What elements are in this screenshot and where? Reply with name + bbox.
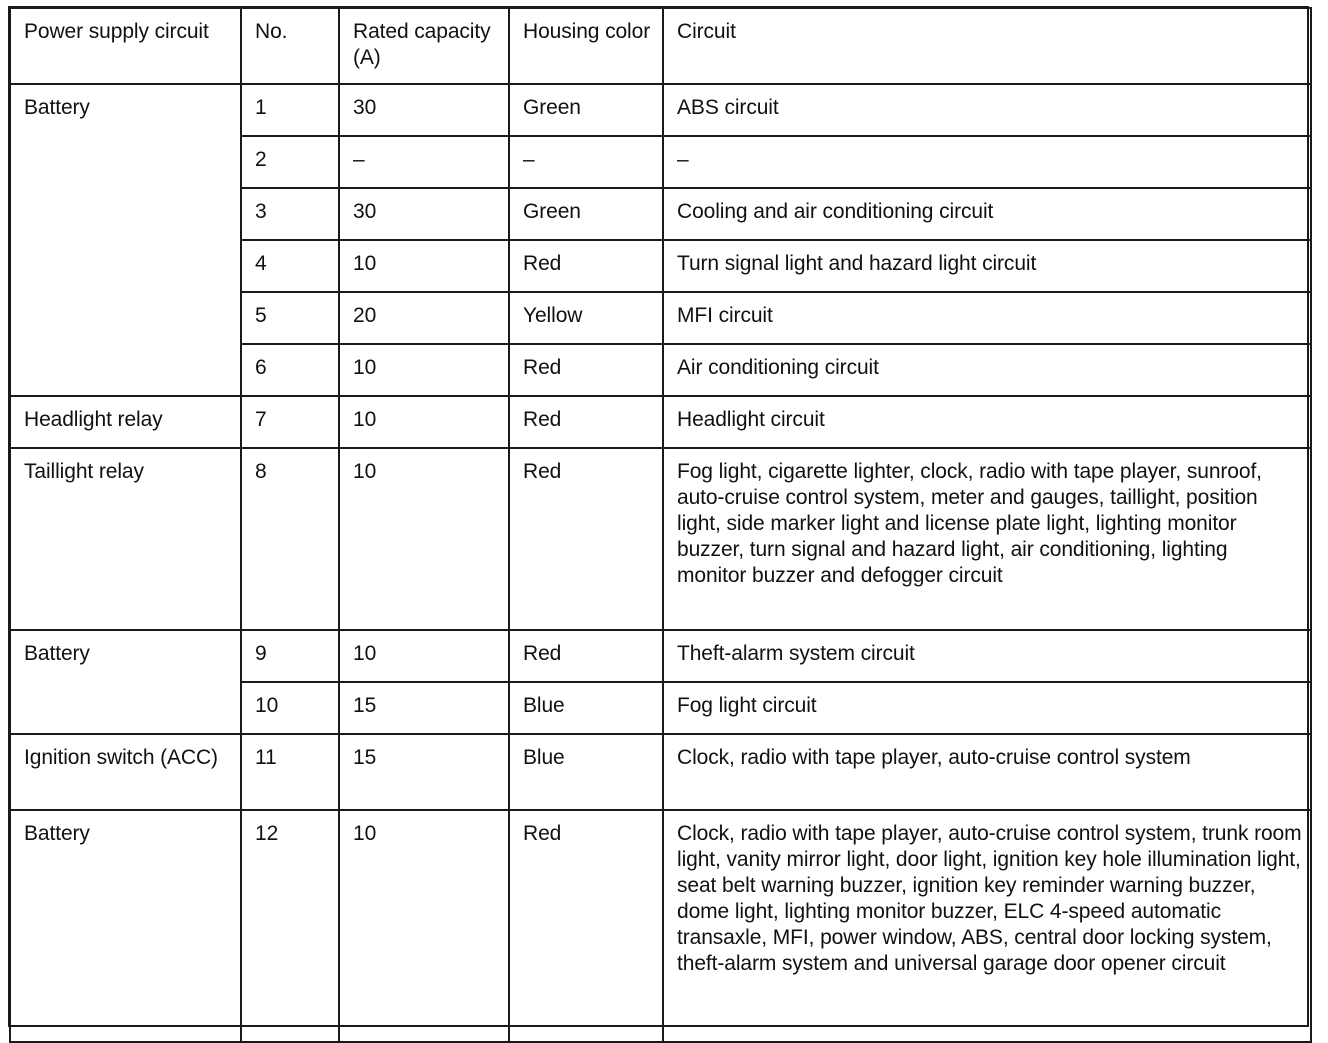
- rated-capacity-cell: 10: [339, 344, 509, 396]
- circuit-cell: Headlight circuit: [663, 396, 1311, 448]
- housing-color-cell: Red: [509, 240, 663, 292]
- header-rated-capacity: Rated capacity (A): [339, 8, 509, 84]
- table-row: [10, 84, 1311, 136]
- fuse-number-cell: 6: [241, 344, 339, 396]
- circuit-cell: Turn signal light and hazard light circuit: [663, 240, 1311, 292]
- fuse-table: [9, 7, 1312, 1043]
- table-header: [10, 8, 1311, 84]
- rated-capacity-cell: 10: [339, 810, 509, 1042]
- housing-color-cell: Red: [509, 448, 663, 630]
- header-circuit: Circuit: [663, 8, 1311, 84]
- fuse-number-cell: 7: [241, 396, 339, 448]
- housing-color-cell: Green: [509, 84, 663, 136]
- housing-color-cell: Yellow: [509, 292, 663, 344]
- circuit-cell: Clock, radio with tape player, auto-cruise control system: [663, 734, 1311, 810]
- header-power-supply-circuit: Power supply circuit: [10, 8, 241, 84]
- housing-color-cell: –: [509, 136, 663, 188]
- table-row: [10, 734, 1311, 810]
- housing-color-cell: Red: [509, 396, 663, 448]
- power-supply-cell: Headlight relay: [10, 396, 241, 448]
- fuse-number-cell: 1: [241, 84, 339, 136]
- table-row: [10, 448, 1311, 630]
- power-supply-cell: Battery: [10, 810, 241, 1042]
- circuit-cell: ABS circuit: [663, 84, 1311, 136]
- housing-color-cell: Blue: [509, 682, 663, 734]
- rated-capacity-cell: 10: [339, 396, 509, 448]
- housing-color-cell: Green: [509, 188, 663, 240]
- rated-capacity-cell: 30: [339, 84, 509, 136]
- circuit-cell: Clock, radio with tape player, auto-cruise control system, trunk room light, vanity mirror light, door light, ignition key hole illumination light, seat belt warning buzzer, ignition key reminder warning buzzer, dome light, lighting monitor buzzer, ELC 4-speed automatic transaxle, MFI, power window, ABS, central door locking system, theft-alarm system and universal garage door opener circuit: [663, 810, 1311, 1042]
- circuit-cell: MFI circuit: [663, 292, 1311, 344]
- power-supply-cell: Battery: [10, 84, 241, 396]
- fuse-number-cell: 8: [241, 448, 339, 630]
- circuit-cell: –: [663, 136, 1311, 188]
- circuit-cell: Fog light, cigarette lighter, clock, radio with tape player, sunroof, auto-cruise control system, meter and gauges, taillight, position light, side marker light and license plate light, lighting monitor buzzer, turn signal and hazard light, air conditioning, lighting monitor buzzer and defogger circuit: [663, 448, 1311, 630]
- table-row: [10, 396, 1311, 448]
- fuse-number-cell: 12: [241, 810, 339, 1042]
- circuit-cell: Fog light circuit: [663, 682, 1311, 734]
- rated-capacity-cell: –: [339, 136, 509, 188]
- housing-color-cell: Red: [509, 344, 663, 396]
- rated-capacity-cell: 30: [339, 188, 509, 240]
- fuse-number-cell: 4: [241, 240, 339, 292]
- power-supply-cell: Battery: [10, 630, 241, 734]
- rated-capacity-cell: 10: [339, 240, 509, 292]
- circuit-cell: Air conditioning circuit: [663, 344, 1311, 396]
- header-housing-color: Housing color: [509, 8, 663, 84]
- fuse-number-cell: 9: [241, 630, 339, 682]
- fuse-number-cell: 11: [241, 734, 339, 810]
- rated-capacity-cell: 10: [339, 630, 509, 682]
- table-body: [10, 84, 1311, 1042]
- table-row: [10, 810, 1311, 1042]
- circuit-cell: Cooling and air conditioning circuit: [663, 188, 1311, 240]
- rated-capacity-cell: 10: [339, 448, 509, 630]
- fuse-number-cell: 2: [241, 136, 339, 188]
- housing-color-cell: Red: [509, 630, 663, 682]
- header-row: [10, 8, 1311, 84]
- power-supply-cell: Ignition switch (ACC): [10, 734, 241, 810]
- fuse-number-cell: 5: [241, 292, 339, 344]
- circuit-cell: Theft-alarm system circuit: [663, 630, 1311, 682]
- header-number: No.: [241, 8, 339, 84]
- fuse-number-cell: 3: [241, 188, 339, 240]
- housing-color-cell: Red: [509, 810, 663, 1042]
- power-supply-cell: Taillight relay: [10, 448, 241, 630]
- housing-color-cell: Blue: [509, 734, 663, 810]
- fuse-number-cell: 10: [241, 682, 339, 734]
- table-row: [10, 630, 1311, 682]
- rated-capacity-cell: 15: [339, 734, 509, 810]
- rated-capacity-cell: 20: [339, 292, 509, 344]
- rated-capacity-cell: 15: [339, 682, 509, 734]
